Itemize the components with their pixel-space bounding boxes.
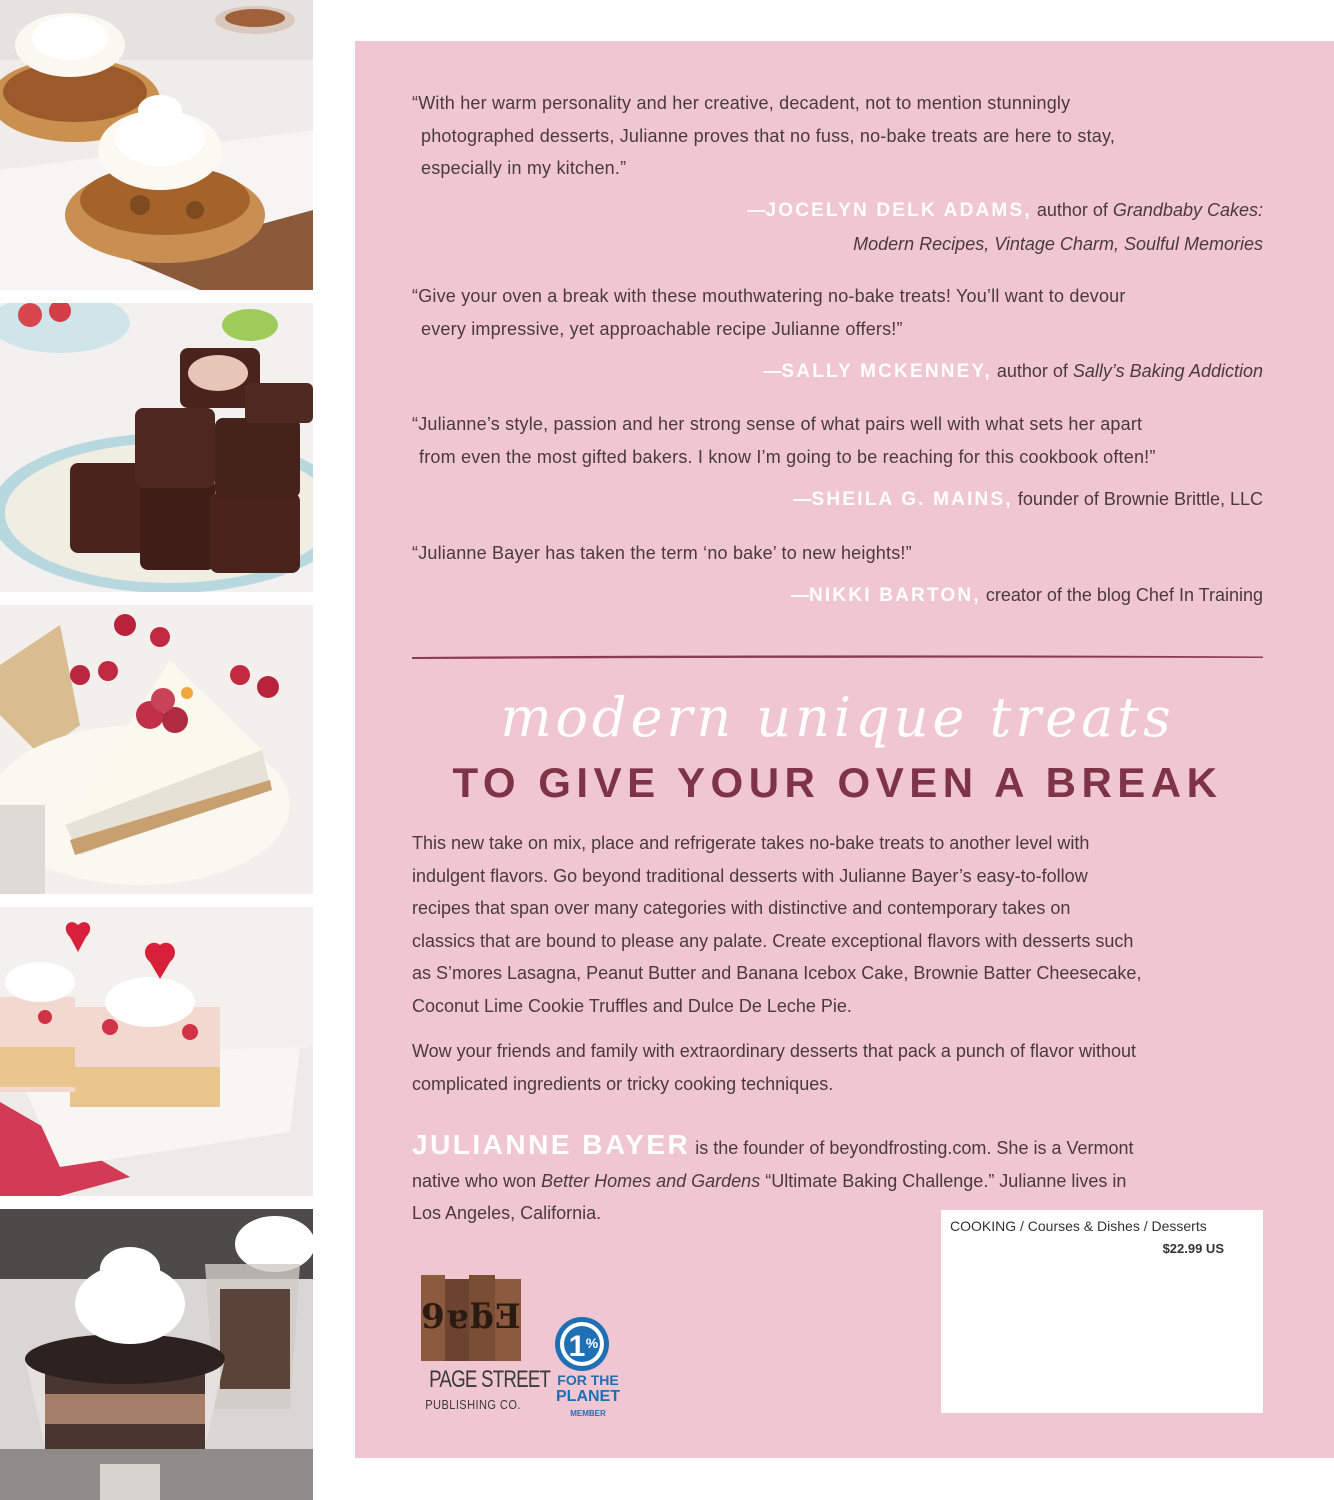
svg-text:ƃ: ƃ (470, 1297, 494, 1337)
strawberry-cake-image (0, 907, 313, 1196)
description-line: recipes that span over many categories with distinctive and contemporary takes on (412, 898, 1071, 918)
quote-line: “Julianne Bayer has taken the term ‘no bake’ to new heights!” (412, 543, 912, 563)
quote-1-attribution (748, 194, 1264, 260)
photo-cheesecake (0, 605, 313, 894)
quote-line: every impressive, yet approachable recipe Julianne offers!” (421, 318, 903, 339)
chocolate-bars-image (0, 303, 313, 592)
description-line: This new take on mix, place and refrigerate takes no-bake treats to another level with (412, 833, 1090, 853)
svg-text:ɐ: ɐ (445, 1297, 469, 1337)
planet-globe-icon (548, 1314, 628, 1374)
reviewer-name: SALLY MCKENNEY, (781, 361, 992, 382)
photo-strawberry-cake (0, 907, 313, 1196)
book-price: $22.99 US (1162, 1241, 1224, 1256)
photo-chocolate-bars (0, 303, 313, 592)
reviewer-name: JOCELYN DELK ADAMS, (765, 200, 1032, 221)
quote-line: “Julianne’s style, passion and her strong sense of what pairs well with what sets her apart (412, 414, 1143, 434)
reviewer-work: Modern Recipes, Vintage Charm, Soulful Memories (853, 233, 1263, 254)
photo-cookies-parfait (0, 1209, 313, 1500)
attribution-dash: — (763, 361, 782, 381)
description-paragraph (412, 827, 1272, 1022)
publisher-subtitle: PUBLISHING CO. (425, 1397, 521, 1412)
quote-4-attribution (791, 579, 1263, 613)
photo-apple-tarts (0, 0, 313, 290)
section-divider (412, 653, 1263, 661)
quote-2 (412, 280, 1272, 345)
reviewer-work: Grandbaby Cakes: (1112, 200, 1263, 220)
description-line: classics that are bound to please any palate. Create exceptional flavors with desserts such (412, 930, 1134, 951)
cookies-parfait-image (0, 1209, 313, 1500)
publisher-name: PAGE STREET (429, 1366, 551, 1393)
attribution-dash: — (747, 200, 766, 220)
quote-line: “Give your oven a break with these mouthwatering no-bake treats! You’ll want to devour (412, 286, 1126, 306)
quote-2-attribution (763, 355, 1263, 389)
author-name: JULIANNE BAYER (412, 1129, 691, 1160)
planet-line1: FOR THE (557, 1372, 619, 1388)
description-line: complicated ingredients or tricky cooking techniques. (412, 1073, 834, 1094)
quote-3-attribution (794, 483, 1263, 517)
description-line: indulgent flavors. Go beyond traditional desserts with Julianne Bayer’s easy-to-follow (412, 865, 1088, 886)
bio-italic: Better Homes and Gardens (541, 1170, 761, 1191)
planet-number: 1 (568, 1330, 586, 1363)
price-box (941, 1210, 1263, 1413)
svg-text:9: 9 (421, 1297, 445, 1337)
reviewer-work: Sally’s Baking Addiction (1072, 361, 1263, 381)
book-category: COOKING / Courses & Dishes / Desserts (950, 1218, 1207, 1234)
description-line: Coconut Lime Cookie Truffles and Dulce De Leche Pie. (412, 995, 852, 1016)
quote-3 (412, 408, 1272, 473)
quote-line: photographed desserts, Julianne proves that no fuss, no-bake treats are here to stay, (421, 125, 1116, 146)
bio-text: “Ultimate Baking Challenge.” Julianne lives in (760, 1170, 1127, 1191)
planet-line2: PLANET (556, 1388, 620, 1405)
publisher-type-blocks-icon (417, 1273, 527, 1365)
reviewer-name: NIKKI BARTON, (809, 585, 981, 606)
bio-text: Los Angeles, California. (412, 1203, 602, 1223)
planet-percent: % (585, 1335, 599, 1351)
quote-line: “With her warm personality and her creative, decadent, not to mention stunningly (412, 93, 1071, 113)
quote-1 (412, 87, 1272, 185)
attribution-dash: — (791, 585, 809, 605)
planet-line3: MEMBER (570, 1409, 606, 1418)
reviewer-role: author of (1036, 200, 1108, 220)
bio-text: native who won (412, 1170, 542, 1191)
bio-text: is the founder of beyondfrosting.com. She is a Vermont (690, 1138, 1134, 1158)
svg-text:Ǝ: Ǝ (495, 1297, 521, 1337)
description-line: Wow your friends and family with extraordinary desserts that pack a punch of flavor without (412, 1041, 1137, 1061)
reviewer-role: founder of Brownie Brittle, LLC (1017, 489, 1263, 509)
back-cover-panel (355, 41, 1334, 1458)
publisher-logo (417, 1273, 551, 1423)
cheesecake-image (0, 605, 313, 894)
attribution-dash: — (793, 489, 812, 509)
quote-line: especially in my kitchen.” (421, 158, 627, 178)
quote-4 (412, 537, 1272, 570)
reviewer-name: SHEILA G. MAINS, (811, 489, 1013, 510)
description-line: as S’mores Lasagna, Peanut Butter and Banana Icebox Cake, Brownie Batter Cheesecake, (412, 963, 1142, 983)
description-paragraph-2 (412, 1035, 1272, 1100)
reviewer-role: creator of the blog Chef In Training (985, 585, 1263, 605)
reviewer-role: author of (996, 361, 1068, 381)
apple-tarts-image (0, 0, 313, 290)
quote-line: from even the most gifted bakers. I know I’m going to be reaching for this cookbook often!” (419, 446, 1156, 467)
photo-strip (0, 0, 313, 1500)
headline-script: modern unique treats (500, 686, 1175, 749)
one-percent-planet-logo (548, 1314, 628, 1424)
headline-main: TO GIVE YOUR OVEN A BREAK (452, 759, 1223, 806)
